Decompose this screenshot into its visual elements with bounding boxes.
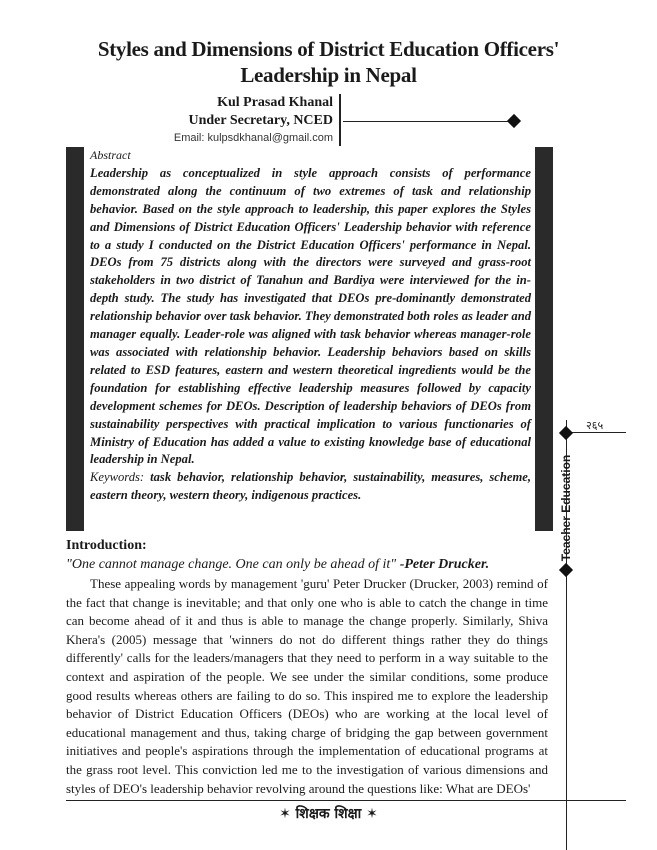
author-email: Email: kulpsdkhanal@gmail.com: [173, 132, 333, 144]
journal-name: Teacher Education: [559, 454, 573, 561]
abstract-body: Leadership as conceptualized in style approach consists of performance demonstrated along the continuum of two extremes of task and relationship behavior. Based on the style approach to leadership, this paper explores the Styles and Dimensions of District Education Officers' Leadership behavior with reference to a study I conducted on the District Education Officers' performance in Nepal. DEOs from 75 districts along with the directors were surveyed and grass-root stakeholders in two district of Tanahun and Bardiya were interviewed for the in-depth study. The study has investigated that DEOs pre-dominantly demonstrated relationship behavior over task behavior. They demonstrated both roles as leader and manager equally. Leader-role was aligned with task behavior whereas manager-role was associated with relationship behavior. Leadership behaviors based on skills related to ESD features, eastern and western theoretical ingredients would be the foundation for establishing effective leadership measures followed by capacity development schemes for DEOs. Description of leadership behaviors of DEOs from sustainability perspectives with practical implication to various functionaries of Ministry of Education has added a value to existing knowledge base of educational leadership in Nepal.: [90, 165, 531, 467]
author-rule: [343, 121, 513, 122]
footer-rule: [66, 800, 626, 801]
title-line-1: Styles and Dimensions of District Education Officers': [97, 37, 560, 61]
keywords-text: task behavior, relationship behavior, sustainability, measures, scheme, eastern theory, western theory, indigenous practices.: [90, 470, 531, 503]
diamond-ornament-icon: [559, 426, 573, 440]
abstract-right-bar: [535, 147, 553, 531]
diamond-ornament-icon: [559, 563, 573, 577]
title-line-2: Leadership in Nepal: [240, 63, 417, 87]
intro-heading: Introduction:: [66, 538, 147, 553]
page-number: २६५: [586, 419, 604, 432]
author-block: [174, 94, 341, 146]
intro-body: [66, 575, 548, 798]
intro-paragraph: These appealing words by management 'guru' Peter Drucker (Drucker, 2003) remind of the fact that change is inevitable; and that only one who is able to catch the change in time can become ahead of it and thus is able to manage the change properly. Similarly, Shiva Khera's (2005) message that 'winners do not do different things rather they do things differently' calls for the leaders/managers that they need to perform in a way suitable to the context and aspiration of the people. We see under the similar conditions, some produce good results whereas others are failing to do so. This inspired me to explore the leadership behavior of District Education Officers (DEOs) who are working at the local level of educational management and thus, taking charge of bridging the gap between government initiatives and people's aspirations through the implementation of educational programs at the grass root level. This conviction led me to the investigation of various dimensions and styles of DEO's leadership behavior revolving around the questions like: What are DEOs': [66, 576, 548, 796]
author-role: Under Secretary, NCED: [188, 113, 333, 128]
quote-author: -Peter Drucker.: [399, 557, 490, 572]
quote-text: "One cannot manage change. One can only be ahead of it": [66, 557, 397, 572]
diamond-ornament-icon: [507, 114, 521, 128]
keywords-label: Keywords:: [90, 470, 145, 485]
abstract-heading: Abstract: [90, 148, 131, 162]
footer-title: ✶ शिक्षक शिक्षा ✶: [279, 806, 378, 822]
abstract-section: [90, 147, 531, 505]
author-name: Kul Prasad Khanal: [217, 95, 333, 110]
paper-title: [40, 36, 617, 88]
abstract-left-bar: [66, 147, 84, 531]
intro-quote: [66, 556, 489, 574]
keywords-line: [90, 469, 531, 505]
journal-side-label: [556, 455, 576, 560]
